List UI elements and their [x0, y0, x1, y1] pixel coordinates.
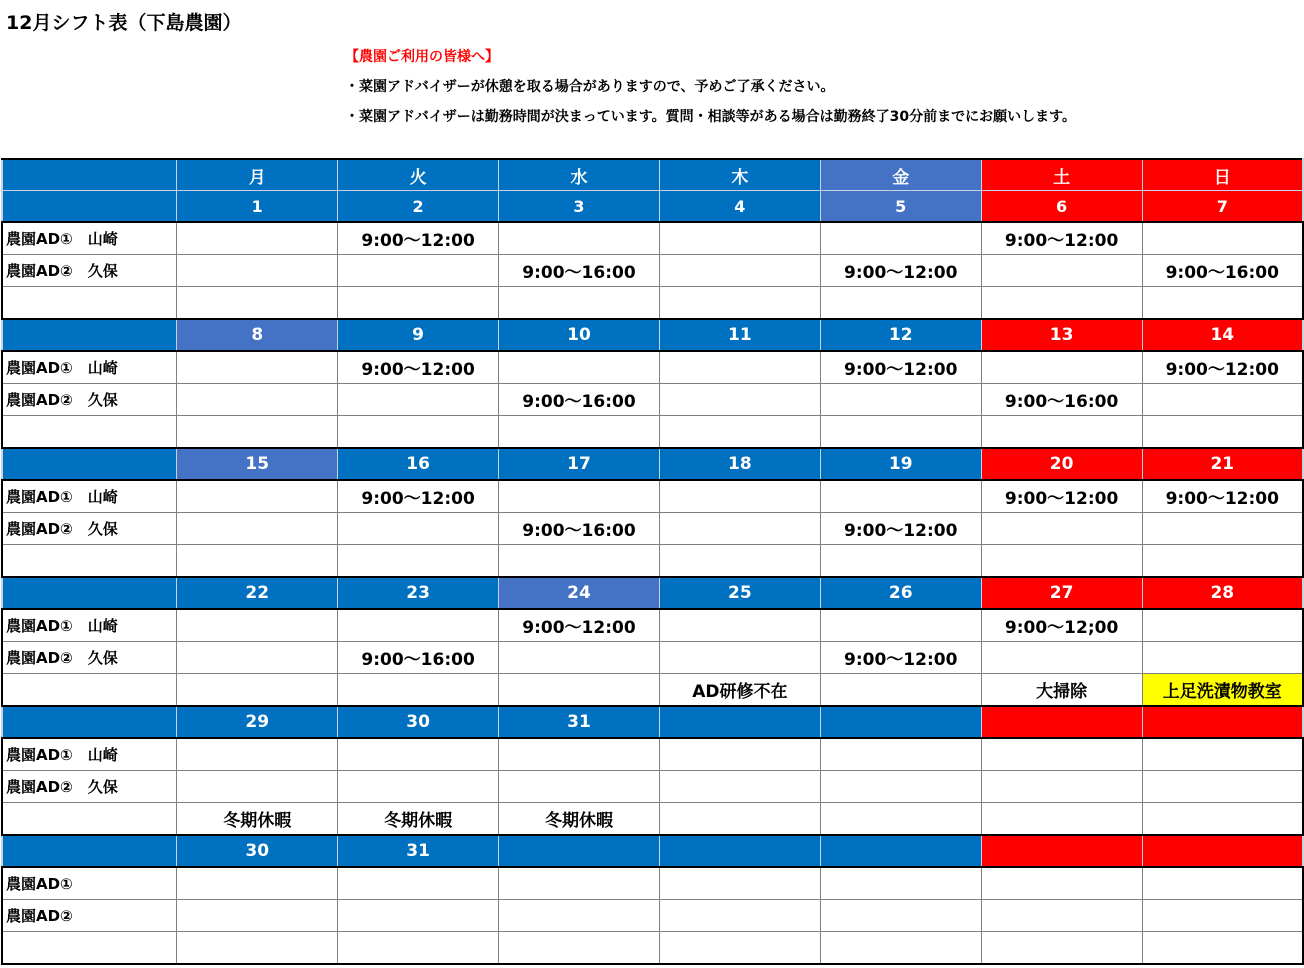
- shift-cell: [177, 513, 338, 545]
- date-row: [2, 577, 1303, 609]
- shift-cell: [659, 609, 820, 642]
- shift-cell: [338, 384, 499, 416]
- shift-cell: 冬期休暇: [499, 803, 660, 836]
- shift-cell: [659, 222, 820, 255]
- shift-cell: [820, 545, 981, 578]
- shift-cell: 9:00〜16:00: [499, 513, 660, 545]
- shift-cell: [1142, 222, 1303, 255]
- date-cell: 28: [1142, 577, 1303, 609]
- shift-cell: [338, 738, 499, 771]
- shift-cell: [981, 803, 1142, 836]
- shift-cell: [338, 900, 499, 932]
- staff-label: 農園AD② 久保: [2, 384, 177, 416]
- shift-cell: [1142, 416, 1303, 449]
- shift-cell: [659, 900, 820, 932]
- shift-cell: [499, 287, 660, 320]
- shift-cell: [338, 771, 499, 803]
- shift-cell: [499, 900, 660, 932]
- date-cell: 5: [820, 191, 981, 223]
- shift-cell: 9:00〜12:00: [1142, 480, 1303, 513]
- date-cell: 13: [981, 319, 1142, 351]
- staff-label: 農園AD② 久保: [2, 642, 177, 674]
- page-title: 12月シフト表（下島農園）: [6, 12, 242, 34]
- date-cell: 16: [338, 448, 499, 480]
- shift-cell: [659, 771, 820, 803]
- shift-cell: [1142, 642, 1303, 674]
- shift-cell: 9:00〜12:00: [338, 351, 499, 384]
- shift-cell: 9:00〜12:00: [338, 480, 499, 513]
- shift-cell: [1142, 513, 1303, 545]
- shift-cell: 9:00〜12:00: [820, 513, 981, 545]
- shift-cell: [659, 545, 820, 578]
- date-cell: 17: [499, 448, 660, 480]
- date-cell: 31: [338, 835, 499, 867]
- shift-row: [2, 287, 1303, 320]
- date-cell: 25: [659, 577, 820, 609]
- shift-cell: [1142, 803, 1303, 836]
- shift-cell: [659, 416, 820, 449]
- shift-cell: [499, 222, 660, 255]
- shift-cell: [338, 416, 499, 449]
- shift-cell: [659, 738, 820, 771]
- notice-block: [345, 42, 1076, 132]
- staff-label: 農園AD② 久保: [2, 771, 177, 803]
- shift-cell: AD研修不在: [659, 674, 820, 707]
- staff-label: [2, 674, 177, 707]
- shift-row: [2, 513, 1303, 545]
- date-cell: [820, 835, 981, 867]
- shift-cell: [1142, 738, 1303, 771]
- staff-label: 農園AD① 山崎: [2, 609, 177, 642]
- shift-cell: [177, 384, 338, 416]
- shift-cell: [820, 900, 981, 932]
- shift-cell: [820, 803, 981, 836]
- shift-cell: [499, 738, 660, 771]
- shift-cell: 大掃除: [981, 674, 1142, 707]
- shift-cell: 9:00〜12:00: [820, 255, 981, 287]
- shift-cell: 冬期休暇: [338, 803, 499, 836]
- shift-cell: [659, 384, 820, 416]
- shift-cell: [177, 642, 338, 674]
- shift-cell: [177, 351, 338, 384]
- shift-cell: 9:00〜12:00: [1142, 351, 1303, 384]
- date-label-cell: [2, 191, 177, 223]
- shift-cell: [338, 513, 499, 545]
- shift-cell: [338, 287, 499, 320]
- shift-cell: 9:00〜12:00: [338, 222, 499, 255]
- shift-cell: [338, 932, 499, 965]
- date-cell: 8: [177, 319, 338, 351]
- shift-row: [2, 416, 1303, 449]
- shift-cell: [499, 545, 660, 578]
- date-row: [2, 835, 1303, 867]
- shift-cell: [1142, 287, 1303, 320]
- staff-label: 農園AD②: [2, 900, 177, 932]
- date-cell: 6: [981, 191, 1142, 223]
- shift-cell: [659, 513, 820, 545]
- shift-cell: 9:00〜12:00: [981, 222, 1142, 255]
- shift-cell: [981, 545, 1142, 578]
- shift-cell: [177, 287, 338, 320]
- shift-cell: [177, 416, 338, 449]
- staff-label: 農園AD① 山崎: [2, 738, 177, 771]
- date-cell: 9: [338, 319, 499, 351]
- shift-cell: [981, 738, 1142, 771]
- shift-cell: [177, 771, 338, 803]
- shift-cell: [820, 384, 981, 416]
- shift-cell: [981, 287, 1142, 320]
- shift-cell: [338, 609, 499, 642]
- shift-table: [1, 158, 1304, 965]
- shift-cell: 9:00〜12;00: [981, 609, 1142, 642]
- staff-label: 農園AD② 久保: [2, 255, 177, 287]
- date-label-cell: [2, 835, 177, 867]
- shift-row: [2, 384, 1303, 416]
- shift-cell: 9:00〜16:00: [338, 642, 499, 674]
- shift-row: [2, 867, 1303, 900]
- shift-cell: [820, 609, 981, 642]
- shift-cell: [820, 480, 981, 513]
- shift-cell: 9:00〜12:00: [981, 480, 1142, 513]
- shift-cell: [659, 642, 820, 674]
- shift-cell: [981, 900, 1142, 932]
- shift-cell: 上足洗漬物教室: [1142, 674, 1303, 707]
- shift-cell: [659, 351, 820, 384]
- date-cell: 30: [177, 835, 338, 867]
- day-header-cell: 火: [338, 159, 499, 191]
- day-header-row: [2, 159, 1303, 191]
- shift-cell: [499, 932, 660, 965]
- date-cell: 1: [177, 191, 338, 223]
- shift-cell: 9:00〜12:00: [820, 642, 981, 674]
- day-header-cell: 木: [659, 159, 820, 191]
- date-cell: 14: [1142, 319, 1303, 351]
- shift-cell: [981, 416, 1142, 449]
- date-cell: 23: [338, 577, 499, 609]
- shift-cell: [659, 480, 820, 513]
- shift-cell: [659, 932, 820, 965]
- shift-cell: [338, 545, 499, 578]
- date-cell: 3: [499, 191, 660, 223]
- date-label-cell: [2, 319, 177, 351]
- shift-cell: 9:00〜16:00: [499, 255, 660, 287]
- shift-row: [2, 351, 1303, 384]
- shift-cell: [981, 255, 1142, 287]
- date-cell: 19: [820, 448, 981, 480]
- date-row: [2, 706, 1303, 738]
- shift-cell: [981, 771, 1142, 803]
- date-cell: 21: [1142, 448, 1303, 480]
- shift-cell: [177, 738, 338, 771]
- date-cell: 2: [338, 191, 499, 223]
- date-cell: 10: [499, 319, 660, 351]
- corner-cell: [2, 159, 177, 191]
- shift-cell: [820, 932, 981, 965]
- date-cell: [659, 706, 820, 738]
- staff-label: [2, 932, 177, 965]
- shift-cell: [177, 867, 338, 900]
- date-row: [2, 448, 1303, 480]
- shift-cell: [981, 351, 1142, 384]
- staff-label: [2, 416, 177, 449]
- notice-line-2: ・菜園アドバイザーは勤務時間が決まっています。質問・相談等がある場合は勤務終了30分前までにお願いします。: [345, 109, 1076, 125]
- date-row: [2, 191, 1303, 223]
- shift-cell: [177, 609, 338, 642]
- shift-cell: [499, 642, 660, 674]
- shift-cell: 冬期休暇: [177, 803, 338, 836]
- shift-row: [2, 642, 1303, 674]
- date-cell: 30: [338, 706, 499, 738]
- shift-row: [2, 609, 1303, 642]
- date-cell: 15: [177, 448, 338, 480]
- date-cell: 26: [820, 577, 981, 609]
- shift-cell: [820, 674, 981, 707]
- shift-row: [2, 255, 1303, 287]
- date-cell: [981, 835, 1142, 867]
- shift-cell: [177, 222, 338, 255]
- shift-cell: [177, 545, 338, 578]
- date-label-cell: [2, 706, 177, 738]
- shift-row: [2, 674, 1303, 707]
- date-cell: 24: [499, 577, 660, 609]
- date-cell: [1142, 835, 1303, 867]
- shift-cell: [981, 932, 1142, 965]
- date-cell: 18: [659, 448, 820, 480]
- date-label-cell: [2, 448, 177, 480]
- shift-cell: [659, 803, 820, 836]
- shift-cell: [1142, 609, 1303, 642]
- shift-cell: [499, 771, 660, 803]
- shift-cell: [820, 867, 981, 900]
- staff-label: 農園AD① 山崎: [2, 480, 177, 513]
- shift-row: [2, 545, 1303, 578]
- date-cell: 29: [177, 706, 338, 738]
- day-header-cell: 土: [981, 159, 1142, 191]
- shift-cell: [1142, 384, 1303, 416]
- day-header-cell: 日: [1142, 159, 1303, 191]
- staff-label: 農園AD① 山崎: [2, 222, 177, 255]
- staff-label: 農園AD① 山崎: [2, 351, 177, 384]
- date-cell: 20: [981, 448, 1142, 480]
- date-row: [2, 319, 1303, 351]
- staff-label: 農園AD② 久保: [2, 513, 177, 545]
- shift-cell: 9:00〜12:00: [820, 351, 981, 384]
- staff-label: [2, 545, 177, 578]
- shift-cell: [499, 674, 660, 707]
- shift-cell: [499, 416, 660, 449]
- shift-cell: 9:00〜16:00: [499, 384, 660, 416]
- shift-cell: [659, 255, 820, 287]
- shift-row: [2, 738, 1303, 771]
- day-header-cell: 月: [177, 159, 338, 191]
- shift-cell: [338, 867, 499, 900]
- shift-row: [2, 932, 1303, 965]
- date-cell: [499, 835, 660, 867]
- shift-cell: [981, 867, 1142, 900]
- date-cell: 11: [659, 319, 820, 351]
- staff-label: [2, 803, 177, 836]
- staff-label: [2, 287, 177, 320]
- date-cell: 12: [820, 319, 981, 351]
- shift-cell: [820, 771, 981, 803]
- shift-row: [2, 900, 1303, 932]
- shift-cell: [820, 287, 981, 320]
- shift-cell: [499, 351, 660, 384]
- shift-cell: [1142, 867, 1303, 900]
- shift-cell: [981, 642, 1142, 674]
- shift-cell: [1142, 900, 1303, 932]
- shift-cell: 9:00〜16:00: [1142, 255, 1303, 287]
- notice-heading: 【農園ご利用の皆様へ】: [345, 49, 499, 65]
- shift-cell: [338, 255, 499, 287]
- date-cell: [981, 706, 1142, 738]
- shift-cell: [1142, 771, 1303, 803]
- shift-cell: [1142, 932, 1303, 965]
- date-cell: 7: [1142, 191, 1303, 223]
- shift-cell: [1142, 545, 1303, 578]
- shift-row: [2, 222, 1303, 255]
- day-header-cell: 金: [820, 159, 981, 191]
- day-header-cell: 水: [499, 159, 660, 191]
- shift-cell: [659, 287, 820, 320]
- shift-cell: [177, 932, 338, 965]
- shift-cell: [820, 738, 981, 771]
- notice-line-1: ・菜園アドバイザーが休憩を取る場合がありますので、予めご了承ください。: [345, 79, 835, 95]
- shift-cell: [499, 480, 660, 513]
- date-cell: [1142, 706, 1303, 738]
- date-cell: 4: [659, 191, 820, 223]
- shift-cell: [659, 867, 820, 900]
- shift-row: [2, 480, 1303, 513]
- date-cell: 22: [177, 577, 338, 609]
- shift-cell: [981, 513, 1142, 545]
- shift-cell: [499, 867, 660, 900]
- shift-cell: [177, 255, 338, 287]
- shift-cell: [820, 416, 981, 449]
- date-cell: 27: [981, 577, 1142, 609]
- shift-cell: [820, 222, 981, 255]
- shift-cell: 9:00〜16:00: [981, 384, 1142, 416]
- date-cell: [820, 706, 981, 738]
- shift-row: [2, 803, 1303, 836]
- date-cell: [659, 835, 820, 867]
- shift-cell: [177, 900, 338, 932]
- date-label-cell: [2, 577, 177, 609]
- shift-cell: [177, 674, 338, 707]
- date-cell: 31: [499, 706, 660, 738]
- shift-cell: [338, 674, 499, 707]
- shift-cell: 9:00〜12:00: [499, 609, 660, 642]
- shift-row: [2, 771, 1303, 803]
- shift-cell: [177, 480, 338, 513]
- staff-label: 農園AD①: [2, 867, 177, 900]
